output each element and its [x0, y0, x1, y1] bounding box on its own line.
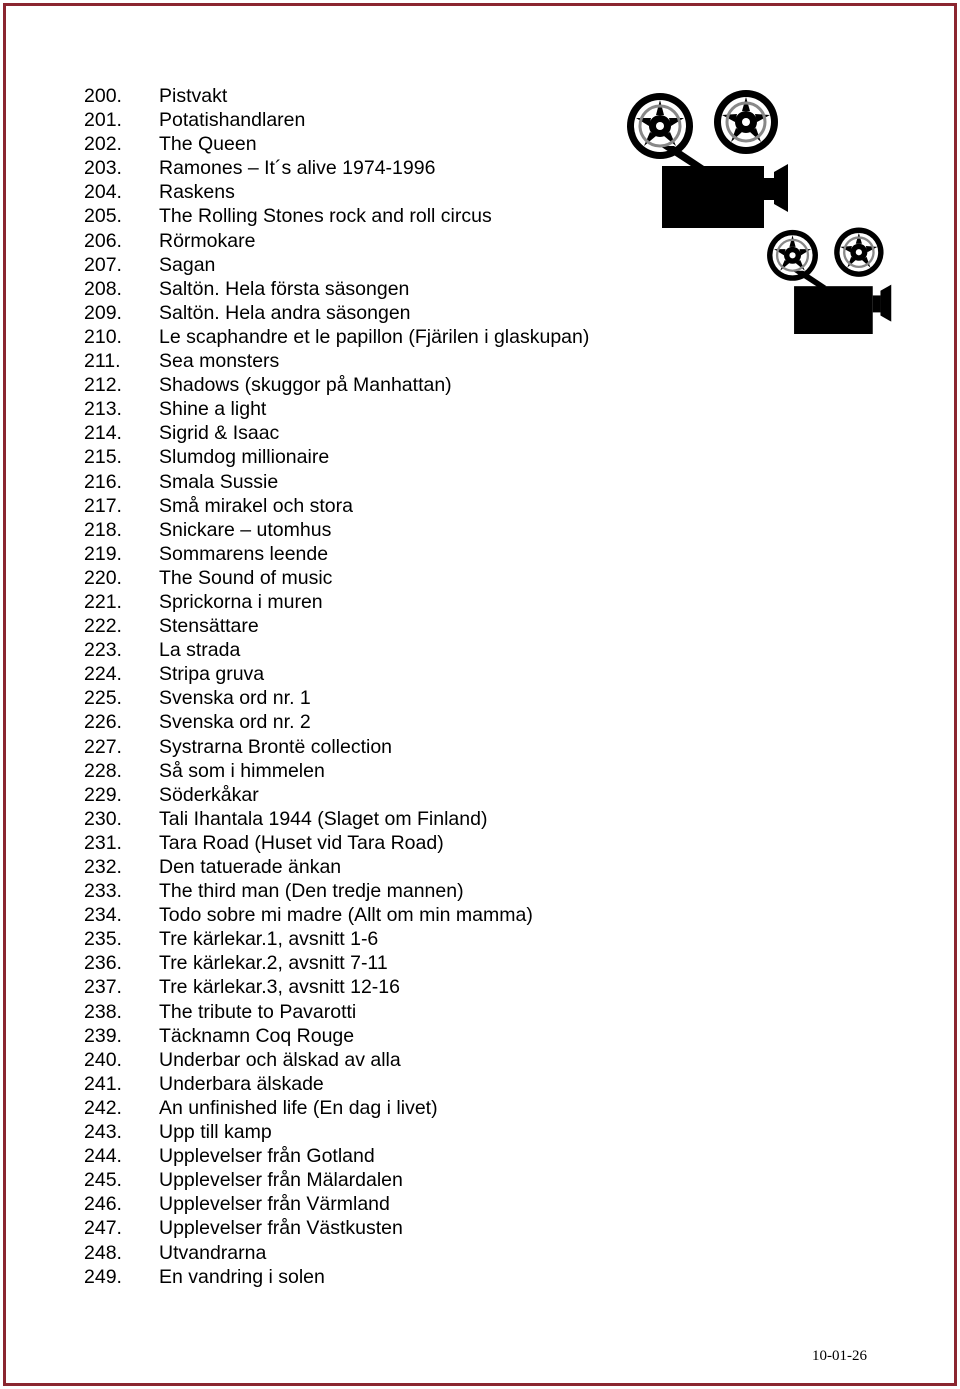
film-number: 243.	[84, 1121, 122, 1144]
list-item	[84, 180, 589, 204]
list-item	[84, 397, 589, 421]
film-number: 220.	[84, 566, 122, 589]
film-title: Sea monsters	[159, 350, 280, 373]
film-title: Sigrid & Isaac	[159, 422, 280, 445]
film-title: Sprickorna i muren	[159, 590, 323, 613]
list-item	[84, 301, 589, 325]
film-number: 235.	[84, 928, 122, 951]
film-number: 213.	[84, 398, 122, 421]
list-item	[84, 590, 589, 614]
list-item	[84, 1265, 589, 1289]
list-item	[84, 710, 589, 734]
film-number: 223.	[84, 639, 122, 662]
film-title: Upplevelser från Värmland	[159, 1193, 390, 1216]
list-item	[84, 325, 589, 349]
film-number: 201.	[84, 109, 122, 132]
list-item	[84, 349, 589, 373]
film-title: La strada	[159, 639, 241, 662]
film-number: 246.	[84, 1193, 122, 1216]
film-number: 229.	[84, 783, 122, 806]
film-number: 207.	[84, 253, 122, 276]
film-title: The Queen	[159, 133, 257, 156]
list-item	[84, 277, 589, 301]
film-title: Slumdog millionaire	[159, 446, 330, 469]
film-number: 204.	[84, 181, 122, 204]
film-number: 228.	[84, 759, 122, 782]
list-item	[84, 156, 589, 180]
film-title: Le scaphandre et le papillon (Fjärilen i glaskupan)	[159, 325, 590, 348]
film-number: 241.	[84, 1072, 122, 1095]
list-item	[84, 566, 589, 590]
film-title: Sommarens leende	[159, 542, 329, 565]
film-title: The Rolling Stones rock and roll circus	[159, 205, 492, 228]
film-title: Potatishandlaren	[159, 109, 306, 132]
list-item	[84, 542, 589, 566]
film-title: The Sound of music	[159, 566, 333, 589]
list-item	[84, 927, 589, 951]
film-title: Svenska ord nr. 1	[159, 687, 311, 710]
film-title: Svenska ord nr. 2	[159, 711, 311, 734]
list-item	[84, 1168, 589, 1192]
list-item	[84, 807, 589, 831]
list-item	[84, 373, 589, 397]
list-item	[84, 421, 589, 445]
list-item	[84, 975, 589, 999]
list-item	[84, 614, 589, 638]
film-number: 217.	[84, 494, 122, 517]
film-number: 247.	[84, 1217, 122, 1240]
list-item	[84, 132, 589, 156]
film-number: 205.	[84, 205, 122, 228]
film-title: The tribute to Pavarotti	[159, 1000, 357, 1023]
film-title: Täcknamn Coq Rouge	[159, 1024, 355, 1047]
list-item	[84, 1192, 589, 1216]
film-number: 203.	[84, 157, 122, 180]
film-title: Tre kärlekar.1, avsnitt 1-6	[159, 928, 379, 951]
film-projector-icon	[624, 88, 788, 228]
film-number: 230.	[84, 807, 122, 830]
list-item	[84, 662, 589, 686]
list-item	[84, 759, 589, 783]
film-number: 233.	[84, 880, 122, 903]
film-number: 234.	[84, 904, 122, 927]
film-number: 239.	[84, 1024, 122, 1047]
list-item	[84, 1000, 589, 1024]
film-title: Pistvakt	[159, 85, 228, 107]
film-title: Upplevelser från Gotland	[159, 1145, 375, 1168]
film-title: En vandring i solen	[159, 1265, 325, 1288]
list-item	[84, 518, 589, 542]
list-item	[84, 1144, 589, 1168]
film-number: 224.	[84, 663, 122, 686]
film-number: 214.	[84, 422, 122, 445]
list-item	[84, 1216, 589, 1240]
film-number: 249.	[84, 1265, 122, 1288]
film-title: Shine a light	[159, 398, 267, 421]
list-item	[84, 879, 589, 903]
film-title: Så som i himmelen	[159, 759, 325, 782]
footer-date: 10-01-26	[812, 1348, 867, 1364]
film-title: The third man (Den tredje mannen)	[159, 880, 464, 903]
film-title: Raskens	[159, 181, 235, 204]
film-number: 221.	[84, 590, 122, 613]
film-number: 238.	[84, 1000, 122, 1023]
film-number: 242.	[84, 1096, 122, 1119]
list-item	[84, 735, 589, 759]
list-item	[84, 1120, 589, 1144]
film-title: Den tatuerade änkan	[159, 856, 342, 878]
list-item	[84, 1096, 589, 1120]
list-item	[84, 903, 589, 927]
list-item	[84, 494, 589, 518]
film-title: Upplevelser från Västkusten	[159, 1217, 403, 1240]
film-title: Upp till kamp	[159, 1121, 272, 1144]
film-number: 236.	[84, 952, 122, 975]
film-number: 245.	[84, 1169, 122, 1192]
film-title: Snickare – utomhus	[159, 518, 332, 541]
film-number: 225.	[84, 687, 122, 710]
film-title: An unfinished life (En dag i livet)	[159, 1096, 438, 1119]
film-title: Saltön. Hela andra säsongen	[159, 301, 411, 324]
list-item	[84, 638, 589, 662]
film-title: Små mirakel och stora	[159, 494, 353, 517]
film-projector-icon	[764, 226, 892, 334]
film-number: 206.	[84, 229, 122, 252]
film-title: Todo sobre mi madre (Allt om min mamma)	[159, 904, 533, 927]
film-number: 212.	[84, 374, 122, 397]
film-title: Tali Ihantala 1944 (Slaget om Finland)	[159, 807, 488, 830]
film-title: Sagan	[159, 253, 216, 276]
list-item	[84, 1072, 589, 1096]
film-number: 210.	[84, 325, 122, 348]
list-item	[84, 84, 589, 108]
list-item	[84, 229, 589, 253]
film-number: 218.	[84, 518, 122, 541]
film-number: 216.	[84, 470, 122, 493]
film-list	[84, 84, 589, 1289]
film-title: Utvandrarna	[159, 1241, 267, 1264]
film-number: 244.	[84, 1145, 122, 1168]
film-number: 215.	[84, 446, 122, 469]
film-number: 222.	[84, 615, 122, 638]
film-number: 200.	[84, 85, 122, 107]
film-title: Smala Sussie	[159, 470, 279, 493]
film-number: 240.	[84, 1048, 122, 1071]
list-item	[84, 445, 589, 469]
film-number: 202.	[84, 133, 122, 156]
film-number: 219.	[84, 542, 122, 565]
list-item	[84, 783, 589, 807]
film-number: 232.	[84, 856, 122, 878]
list-item	[84, 204, 589, 228]
list-item	[84, 831, 589, 855]
film-number: 248.	[84, 1241, 122, 1264]
film-title: Ramones – It´s alive 1974-1996	[159, 157, 436, 180]
film-title: Söderkåkar	[159, 783, 259, 806]
film-title: Underbar och älskad av alla	[159, 1048, 401, 1071]
film-number: 227.	[84, 735, 122, 758]
film-number: 231.	[84, 831, 122, 854]
film-title: Rörmokare	[159, 229, 256, 252]
list-item	[84, 686, 589, 710]
list-item	[84, 855, 589, 879]
list-item	[84, 253, 589, 277]
film-title: Saltön. Hela första säsongen	[159, 277, 410, 300]
film-title: Tre kärlekar.2, avsnitt 7-11	[159, 952, 388, 975]
film-title: Upplevelser från Mälardalen	[159, 1169, 403, 1192]
film-title: Underbara älskade	[159, 1072, 324, 1095]
film-number: 237.	[84, 976, 122, 999]
film-title: Stripa gruva	[159, 663, 265, 686]
film-number: 211.	[84, 350, 121, 373]
film-title: Shadows (skuggor på Manhattan)	[159, 374, 452, 397]
film-title: Systrarna Brontë collection	[159, 735, 393, 758]
film-number: 226.	[84, 711, 122, 734]
list-item	[84, 1048, 589, 1072]
list-item	[84, 108, 589, 132]
list-item	[84, 951, 589, 975]
film-title: Tre kärlekar.3, avsnitt 12-16	[159, 976, 400, 999]
film-title: Stensättare	[159, 615, 259, 638]
film-number: 209.	[84, 301, 122, 324]
list-item	[84, 1024, 589, 1048]
list-item	[84, 1241, 589, 1265]
list-item	[84, 470, 589, 494]
film-number: 208.	[84, 277, 122, 300]
film-title: Tara Road (Huset vid Tara Road)	[159, 831, 444, 854]
